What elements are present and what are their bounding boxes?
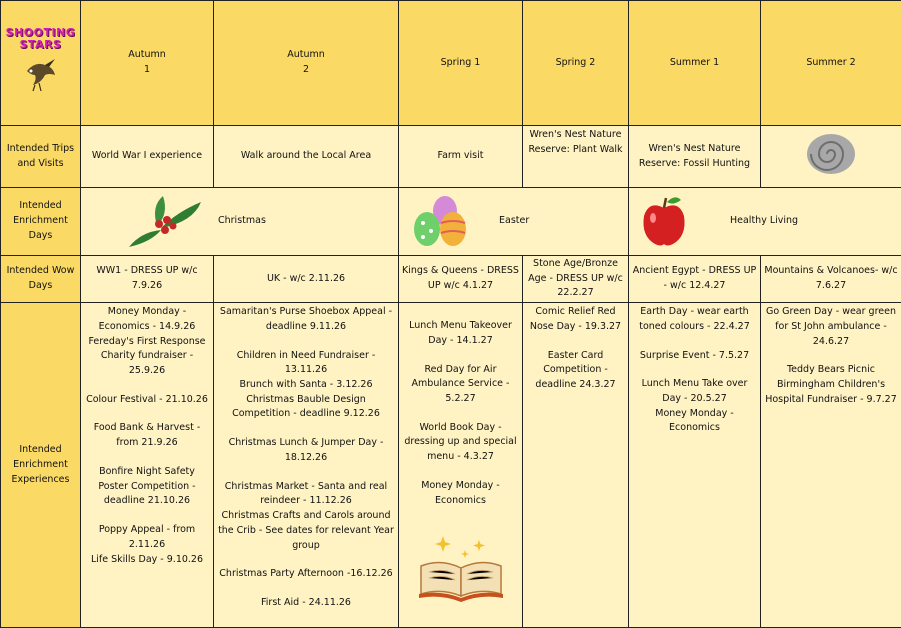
list-item: Red Day for Air Ambulance Service - 5.2.27 [401, 363, 520, 407]
wow-spring-2: Stone Age/Bronze Age - DRESS UP w/c 22.2.27 [523, 256, 629, 303]
list-item: Earth Day - wear earth toned colours - 22.4.27 [631, 305, 758, 334]
list-item: Lunch Menu Takeover Day - 14.1.27 [401, 319, 520, 348]
row-label-experiences: Intended Enrichment Experiences [1, 303, 81, 628]
open-book-icon [413, 530, 509, 602]
list-item: Colour Festival - 21.10.26 [83, 393, 211, 408]
header-summer-2: Summer 2 [761, 1, 901, 126]
wow-summer-1: Ancient Egypt - DRESS UP - w/c 12.4.27 [629, 256, 761, 303]
list-item: Children in Need Fundraiser - 13.11.26 [216, 349, 396, 378]
logo-title: SHOOTING STARS [3, 27, 78, 51]
experiences-autumn-1 [81, 303, 214, 628]
list-item: Christmas Bauble Design Competition - deadline 9.12.26 [216, 393, 396, 422]
trip-spring-2: Wren's Nest Nature Reserve: Plant Walk [523, 126, 629, 188]
row-label-trips: Intended Trips and Visits [1, 126, 81, 188]
list-item: Surprise Event - 7.5.27 [631, 349, 758, 364]
wow-autumn-2: UK - w/c 2.11.26 [214, 256, 399, 303]
trip-autumn-1: World War I experience [81, 126, 214, 188]
experiences-summer-2 [761, 303, 901, 628]
experiences-spring-1 [399, 303, 523, 628]
list-item: Christmas Crafts and Carols around the Crib - See dates for relevant Year group [216, 509, 396, 553]
experiences-spring-2 [523, 303, 629, 628]
header-autumn-2: Autumn 2 [214, 1, 399, 126]
list-item: Food Bank & Harvest - from 21.9.26 [83, 421, 211, 450]
list-item: Bonfire Night Safety Poster Competition - deadline 21.10.26 [83, 465, 211, 509]
trip-autumn-2: Walk around the Local Area [214, 126, 399, 188]
easter-label: Easter [499, 214, 529, 229]
header-summer-1: Summer 1 [629, 1, 761, 126]
list-item: Lunch Menu Take over Day - 20.5.27 [631, 377, 758, 406]
list-item: Money Monday -Economics [401, 479, 520, 508]
list-item: World Book Day - dressing up and special menu - 4.3.27 [401, 421, 520, 465]
list-item: Teddy Bears Picnic Birmingham Children's Hospital Fundraiser - 9.7.27 [763, 363, 899, 407]
wow-summer-2: Mountains & Volcanoes- w/c 7.6.27 [761, 256, 901, 303]
logo-cell [1, 1, 81, 126]
enrichment-day-christmas [81, 188, 399, 256]
trip-spring-1: Farm visit [399, 126, 523, 188]
header-spring-2: Spring 2 [523, 1, 629, 126]
list-item: Fereday's First Response Charity fundraiser - 25.9.26 [83, 335, 211, 379]
row-label-days: Intended Enrichment Days [1, 188, 81, 256]
bird-logo-icon [21, 53, 61, 93]
ammonite-fossil-icon [805, 132, 857, 176]
apple-icon [639, 194, 689, 248]
experiences-autumn-2 [214, 303, 399, 628]
trip-summer-2 [761, 126, 901, 188]
trip-summer-1: Wren's Nest Nature Reserve: Fossil Hunting [629, 126, 761, 188]
experiences-summer-1 [629, 303, 761, 628]
list-item: Christmas Market - Santa and real reindeer - 11.12.26 [216, 480, 396, 509]
list-item: Money Monday - Economics - 14.9.26 [83, 305, 211, 334]
holly-icon [121, 192, 211, 252]
healthy-living-label: Healthy Living [730, 214, 798, 229]
list-item: Life Skills Day - 9.10.26 [83, 553, 211, 568]
easter-eggs-icon [407, 193, 471, 251]
list-item: Christmas Party Afternoon -16.12.26 [216, 567, 396, 582]
header-autumn-1: Autumn 1 [81, 1, 214, 126]
list-item: Go Green Day - wear green for St John ambulance - 24.6.27 [763, 305, 899, 349]
list-item: Samaritan's Purse Shoebox Appeal - deadline 9.11.26 [216, 305, 396, 334]
wow-spring-1: Kings & Queens - DRESS UP w/c 4.1.27 [399, 256, 523, 303]
wow-autumn-1: WW1 - DRESS UP w/c 7.9.26 [81, 256, 214, 303]
list-item: Christmas Lunch & Jumper Day - 18.12.26 [216, 436, 396, 465]
list-item: Easter Card Competition - deadline 24.3.27 [525, 349, 626, 393]
list-item: Money Monday -Economics [631, 407, 758, 436]
row-label-wow: Intended Wow Days [1, 256, 81, 303]
list-item: Poppy Appeal - from 2.11.26 [83, 523, 211, 552]
header-spring-1: Spring 1 [399, 1, 523, 126]
list-item: First Aid - 24.11.26 [216, 596, 396, 611]
enrichment-day-easter [399, 188, 629, 256]
list-item: Brunch with Santa - 3.12.26 [216, 378, 396, 393]
enrichment-day-healthy-living [629, 188, 901, 256]
list-item: Comic Relief Red Nose Day - 19.3.27 [525, 305, 626, 334]
christmas-label: Christmas [218, 214, 266, 229]
